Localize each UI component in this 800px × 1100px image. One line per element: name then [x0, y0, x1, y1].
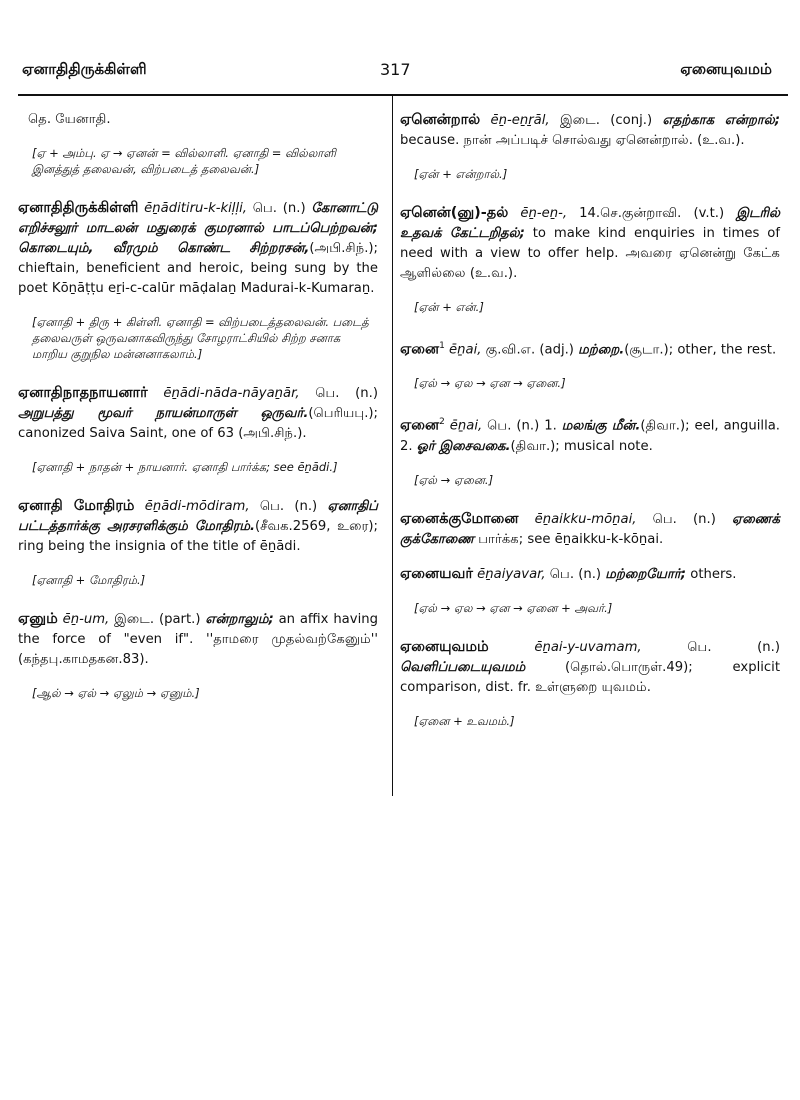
dictionary-entry [18, 609, 378, 670]
running-head-left: ஏனாதிதிருக்கிள்ளி [22, 60, 147, 78]
headword: ஏனாதிநாதநாயனார் [18, 385, 148, 401]
part-of-speech: பெ. (n.) 1. [487, 418, 557, 434]
part-of-speech: பெ. (n.) [315, 386, 378, 401]
definition: (திவா.); musical note. [510, 438, 653, 454]
etymology: [ஏல் → ஏல → ஏன → ஏனை.] [414, 376, 566, 391]
headword: ஏனை [400, 417, 440, 434]
column-divider [392, 96, 393, 796]
part-of-speech: இடை. (conj.) [559, 113, 653, 128]
headword: ஏனைக்குமோனை [400, 510, 519, 527]
dictionary-entry [18, 496, 378, 557]
dictionary-entry [400, 110, 780, 151]
etymology: [ஏ + அம்பு. ஏ → ஏனன் = வில்லாளி. ஏனாதி = வில்லாளி இனத்துத் தலைவன், விற்படைத் தலைவன்.] [32, 146, 336, 176]
transliteration: ēṉaiyavar, [477, 566, 546, 582]
definition: (திவா.); eel, anguilla. 2. [400, 418, 781, 454]
headword: ஏனையுவமம் [400, 638, 489, 655]
headword: ஏனும் [18, 611, 58, 627]
definition-tamil: ஏணைக் குக்கோணை [400, 511, 780, 547]
transliteration: ēṉaikku-mōṉai, [534, 511, 637, 527]
page-number: 317 [380, 60, 411, 79]
definition: to make kind enquiries in times of need with a view to offer help. அவரை ஏனென்று கேட்க ஆளில்லை (உ.வ.). [400, 226, 780, 281]
definition: others. [690, 566, 737, 582]
dictionary-entry [400, 564, 780, 585]
definition-tamil: மற்றை. [578, 342, 625, 358]
definition-tamil: வெளிப்படையுவமம் [400, 659, 526, 675]
homograph-number: 1 [439, 341, 445, 351]
etymology: [ஏனாதி + நாதன் + நாயனார். ஏனாதி பார்க்க; see ēṉādi.] [32, 460, 338, 474]
running-head-right: ஏனையுவமம் [680, 60, 772, 78]
part-of-speech: இடை. (part.) [114, 612, 201, 627]
dictionary-entry [400, 509, 780, 550]
definition-tamil: ஏனாதிப் பட்டத்தார்க்கு அரசரளிக்கும் மோதிரம். [18, 499, 378, 534]
part-of-speech: 14.செ.குன்றாவி. (v.t.) [579, 206, 725, 221]
etymology: [ஏனை + உவமம்.] [414, 713, 515, 728]
transliteration: ēṉādi-nāda-nāyaṉār, [163, 386, 300, 401]
definition: (சீவக.2569, உரை); ring being the insignia of the title of ēṉādi. [18, 519, 378, 554]
homograph-number: 2 [439, 417, 445, 428]
header-rule [18, 94, 788, 96]
part-of-speech: பெ. (n.) [652, 511, 716, 527]
definition-tamil: எதற்காக என்றால்; [662, 113, 780, 128]
etymology: [ஏல் → ஏனை.] [414, 472, 494, 487]
page-header [0, 0, 800, 100]
etymology: [ஏன் + என்.] [414, 300, 484, 314]
etymology: [ஏல் → ஏல → ஏன → ஏனை + அவர்.] [414, 600, 613, 615]
headword: ஏனையவர் [400, 565, 473, 582]
transliteration: ēṉai, [449, 418, 483, 434]
headword: ஏனென்(னு)-தல் [400, 205, 509, 221]
right-column [400, 110, 780, 750]
etymology: [ஏன் + என்றால்.] [414, 167, 508, 181]
dictionary-entry [400, 203, 780, 284]
definition-tamil: என்றாலும்; [205, 612, 274, 627]
transliteration: ēṉ-eṉ-, [520, 206, 568, 221]
transliteration: ēṉāditiru-k-kiḷḷi, [144, 201, 247, 216]
left-column [18, 110, 378, 722]
part-of-speech: பெ. (n.) [687, 639, 780, 655]
definition: பார்க்க; see ēṉaikku-k-kōṉai. [478, 531, 664, 547]
part-of-speech: பெ. (n.) [252, 201, 306, 216]
part-of-speech: பெ. (n.) [259, 499, 318, 514]
headword: ஏனை [400, 341, 440, 358]
part-of-speech: கு.வி.எ. (adj.) [485, 342, 574, 358]
definition-tamil: ஓர் இசைவகை. [416, 438, 511, 454]
etymology: [ஆல் → ஏல் → ஏலும் → ஏனும்.] [32, 686, 200, 700]
definition: because. நான் அப்படிச் சொல்வது ஏனென்றால். (உ.வ.). [400, 133, 745, 148]
definition-tamil: கோனாட்டு எறிச்சலூர் மாடலன் மதுரைக் குமரனால் பாடப்பெற்றவன்; கொடையும், வீரமும் கொண்ட சிற்றரசன், [18, 201, 378, 256]
entry-text: தெ. யேனாதி. [28, 112, 111, 127]
part-of-speech: பெ. (n.) [549, 566, 602, 582]
headword: ஏனாதிதிருக்கிள்ளி [18, 200, 139, 216]
definition-tamil: அறுபத்து மூவர் நாயன்மாருள் ஒருவர். [18, 406, 309, 421]
definition: (அபி.சிந்.); chieftain, beneficient and heroic, being sung by the poet Kōṉāṭṭu eṟi-c-calūr māḍalaṉ Madurai-k-Kumaraṉ. [18, 241, 378, 296]
definition-tamil: இடரில் உதவக் கேட்டறிதல்; [400, 206, 780, 241]
dictionary-entry [400, 412, 780, 456]
definition: (தொல்.பொருள்.49); explicit comparison, dist. fr. உள்ளுறை யுவமம். [400, 659, 780, 695]
definition: (பெரியபு.); canonized Saiva Saint, one of 63 (அபி.சிந்.). [18, 406, 378, 441]
transliteration: ēṉai, [449, 342, 482, 358]
transliteration: ēṉ-um, [62, 612, 110, 627]
transliteration: ēṉādi-mōdiram, [144, 499, 250, 514]
definition-tamil: மற்றையோர்; [605, 566, 687, 582]
definition-tamil: மலங்கு மீன். [561, 418, 641, 434]
headword: ஏனாதி மோதிரம் [18, 498, 135, 514]
dictionary-entry [400, 336, 780, 360]
entry-continuation [18, 110, 378, 130]
etymology: [ஏனாதி + திரு + கிள்ளி. ஏனாதி = விற்படைத்தலைவன். படைத் தலைவருள் ஒருவனாகவிருந்து சோழராட்சியில் சிற்ற சனாக மாறிய குறுநில மன்னனாகலாம்.] [32, 315, 369, 361]
definition: (சூடா.); other, the rest. [624, 342, 777, 358]
dictionary-entry [18, 198, 378, 299]
headword: ஏனென்றால் [400, 112, 481, 128]
dictionary-entry [18, 383, 378, 444]
transliteration: ēṉai-y-uvamam, [534, 639, 642, 655]
dictionary-entry [400, 637, 780, 698]
transliteration: ēṉ-eṉṟāl, [490, 113, 550, 128]
etymology: [ஏனாதி + மோதிரம்.] [32, 573, 146, 587]
definition: an affix having the force of "even if". ''தாமரை முதல்வற்கேனும்'' (கந்தபு.காமதகன.83). [18, 612, 378, 667]
